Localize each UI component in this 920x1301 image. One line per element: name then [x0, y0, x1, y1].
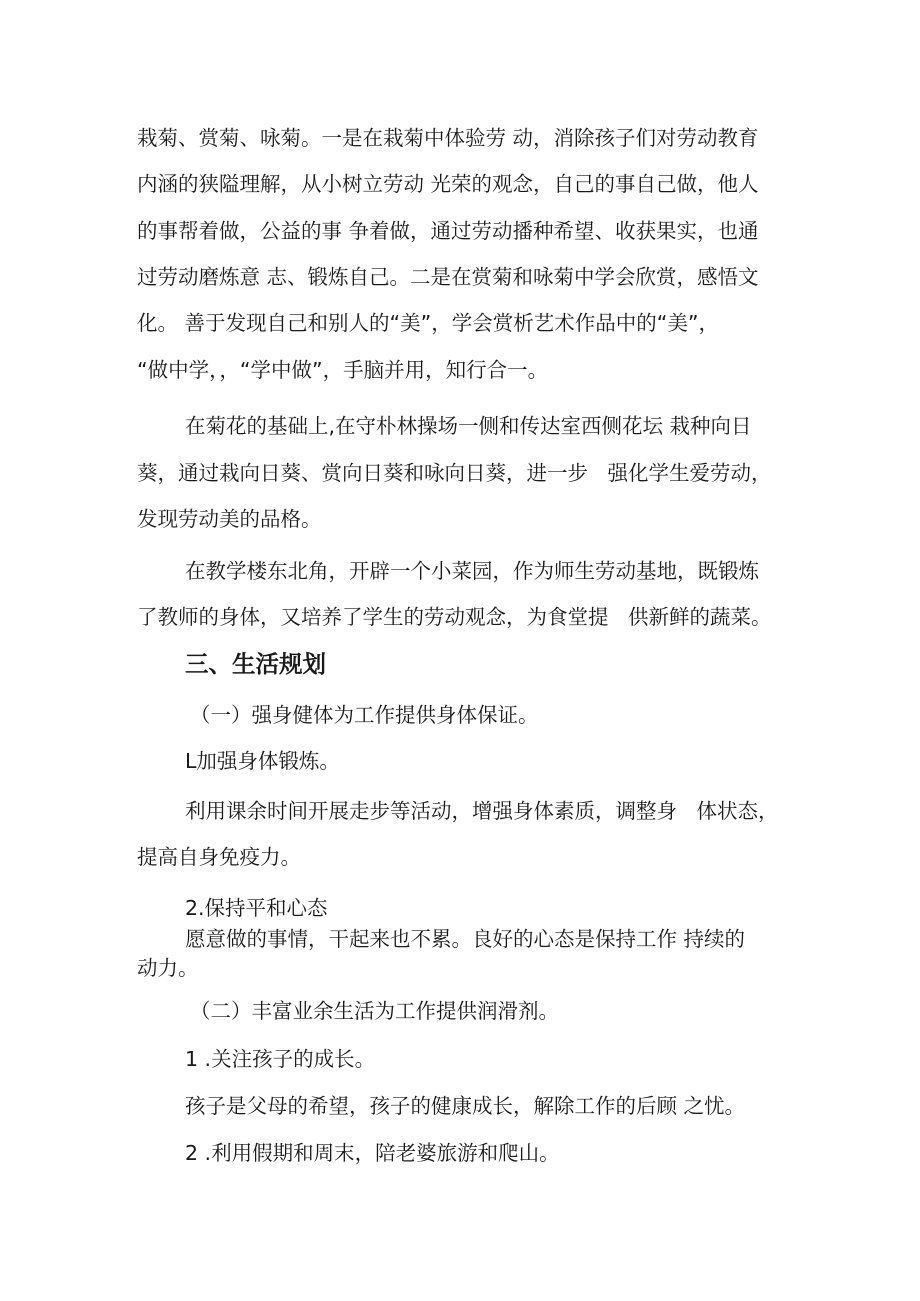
item-1-1-heading: L加强身体锻炼。	[185, 749, 340, 773]
item-1-2-heading: 2.保持平和心态	[185, 896, 328, 920]
paragraph-1-line-6: “做中学，，“学中做”，手脑并用，知行合一。	[137, 358, 549, 382]
paragraph-2-line-3: 发现劳动美的品格。	[137, 507, 322, 531]
item-2-1-heading: 1 .关注孩子的成长。	[185, 1047, 376, 1071]
item-2-2-heading: 2 .利用假期和周末，陪老婆旅游和爬山。	[185, 1141, 560, 1165]
paragraph-1-line-2: 内涵的狭隘理解，从小树立劳动 光荣的观念，自己的事自己做，他人	[137, 172, 759, 196]
section-heading: 三、生活规划	[185, 650, 326, 678]
paragraph-1-line-5: 化。 善于发现自己和别人的“美”，学会赏析艺术作品中的“美”，	[137, 311, 719, 335]
paragraph-3-line-1: 在教学楼东北角，开辟一个小菜园，作为师生劳动基地，既锻炼	[185, 559, 759, 583]
item-1-2-text-line-1: 愿意做的事情，干起来也不累。良好的心态是保持工作 持续的	[185, 927, 746, 951]
paragraph-2-line-2: 葵，通过栽向日葵、赏向日葵和咏向日葵，进一步 强化学生爱劳动，	[137, 461, 772, 485]
paragraph-3-line-2: 了教师的身体，又培养了学生的劳动观念，为食堂提 供新鲜的蔬菜。	[137, 605, 772, 629]
paragraph-1-line-4: 过劳动磨炼意 志、锻炼自己。二是在赏菊和咏菊中学会欣赏，感悟文	[137, 265, 759, 289]
subsection-2-heading: （二）丰富业余生活为工作提供润滑剂。	[190, 999, 559, 1023]
item-1-1-text-line-1: 利用课余时间开展走步等活动，增强身体素质，调整身 体状态，	[185, 799, 779, 823]
subsection-1-heading: （一）强身健体为工作提供身体保证。	[190, 703, 539, 727]
item-1-1-text-line-2: 提高自身免疫力。	[137, 845, 301, 869]
paragraph-2-line-1: 在菊花的基础上,在守朴林操场一侧和传达室西侧花坛 栽种向日	[185, 414, 752, 438]
item-1-2-text-line-2: 动力。	[137, 956, 199, 980]
paragraph-1-line-1: 栽菊、赏菊、咏菊。一是在栽菊中体验劳 动，消除孩子们对劳动教育	[137, 126, 759, 150]
item-2-1-text: 孩子是父母的希望，孩子的健康成长，解除工作的后顾 之忧。	[185, 1094, 746, 1118]
paragraph-1-line-3: 的事帮着做，公益的事 争着做，通过劳动播种希望、收获果实，也通	[137, 219, 759, 243]
